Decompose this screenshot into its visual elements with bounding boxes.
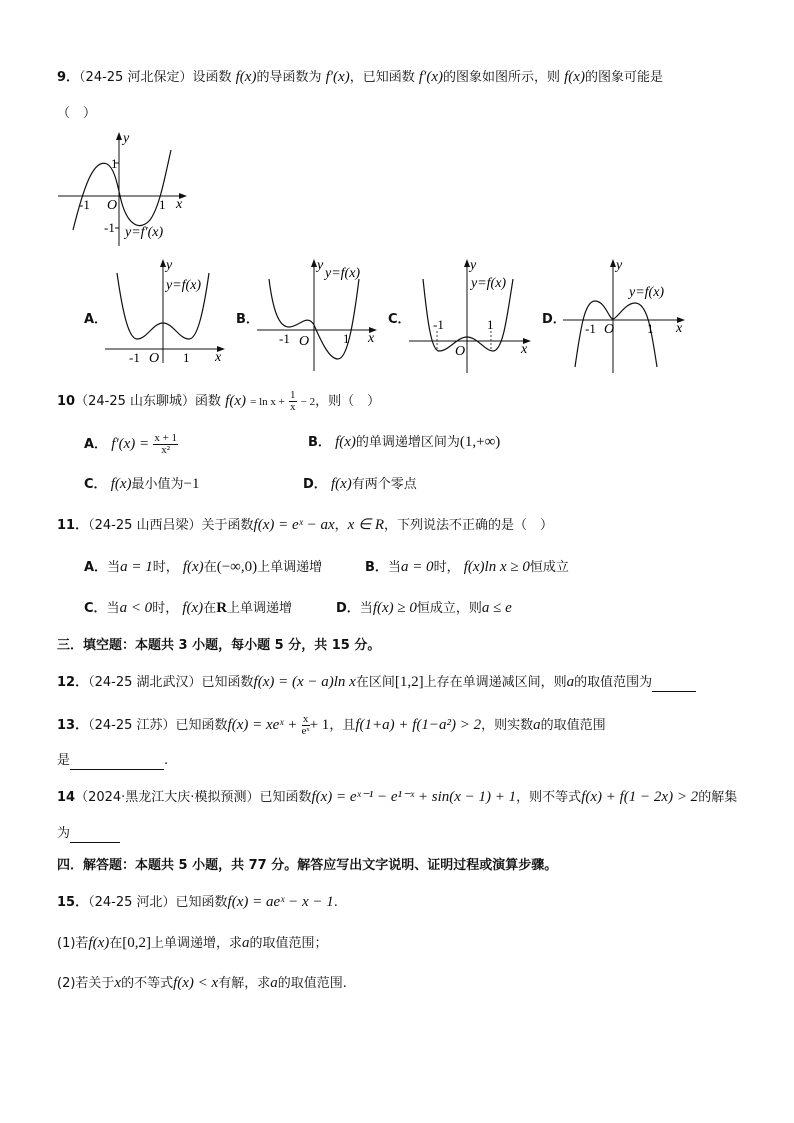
- svg-text:-1: -1: [129, 350, 140, 365]
- q13-source: （24-25 江苏）: [88, 718, 176, 733]
- q12-number: 12．: [57, 675, 89, 690]
- q11-stem: 11．（24-25 山西吕梁）关于函数f(x) = eˣ − ax，x ∈ R，下列说法不正确的是（ ）: [57, 517, 554, 533]
- q12-answer-blank[interactable]: [652, 677, 696, 692]
- q9-option-b-graph[interactable]: [255, 255, 380, 377]
- q9-main-y-label: y: [123, 131, 130, 146]
- q9-source: （24-25 河北保定）: [79, 70, 193, 85]
- svg-text:-1: -1: [279, 331, 290, 346]
- q10-option-b[interactable]: B． f(x)的单调递增区间为(1,+∞): [308, 434, 501, 450]
- q13-number: 13．: [57, 718, 89, 733]
- svg-text:-1: -1: [585, 321, 596, 336]
- q11-number: 11．: [57, 518, 89, 533]
- q15-part-1: (1)若f(x)在[0,2]上单调递增，求a的取值范围；: [57, 935, 328, 951]
- svg-text:x: x: [676, 321, 683, 336]
- q9-option-a-key[interactable]: A．: [84, 312, 108, 327]
- q12-source: （24-25 湖北武汉）: [88, 675, 202, 690]
- section-4-heading: 四．解答题：本题共 5 小题，共 77 分。解答应写出文字说明、证明过程或演算步骤。: [57, 858, 558, 873]
- q14-stem: 14（2024·黑龙江大庆·模拟预测）已知函数f(x) = eˣ⁻¹ − e¹⁻ˣ + sin(x − 1) + 1，则不等式f(x) + f(1 − 2x) > 2的解集: [57, 789, 738, 805]
- q10-number: 10: [57, 394, 76, 409]
- svg-text:x: x: [368, 331, 375, 346]
- q9-main-x-label: x: [176, 197, 183, 212]
- q13-answer-blank[interactable]: [70, 755, 164, 770]
- q15-source: （24-25 河北）: [88, 895, 176, 910]
- q13-stem: 13．（24-25 江苏）已知函数f(x) = xeˣ + $\frac{x}{\text{eˣ}}$ + 1，且f(1+a) + f(1−a²) > 2，则实数a的取值范围: [57, 713, 606, 737]
- q9-option-a-curve-label: y=f(x): [166, 278, 202, 293]
- q12-stem: 12．（24-25 湖北武汉）已知函数f(x) = (x − a)ln x在区间[1,2]上存在单调递减区间，则a的取值范围为: [57, 673, 696, 692]
- q15-stem: 15．（24-25 河北）已知函数f(x) = aeˣ − x − 1.: [57, 894, 338, 910]
- q14-answer-blank[interactable]: [70, 828, 120, 843]
- q14-line2: 为: [57, 825, 120, 843]
- q11-source: （24-25 山西吕梁）: [88, 518, 202, 533]
- q9-number: 9．: [57, 70, 80, 85]
- q15-part-2: (2)若关于x的不等式f(x) < x有解，求a的取值范围.: [57, 975, 347, 991]
- q9-main-tick-neg1: -1: [79, 197, 90, 212]
- svg-text:1: 1: [487, 317, 494, 332]
- q9-option-d-curve-label: y=f(x): [629, 285, 665, 300]
- q11-option-b[interactable]: B．当a = 0时， f(x)ln x ≥ 0恒成立: [365, 559, 569, 575]
- q9-option-b-key[interactable]: B．: [236, 312, 259, 327]
- svg-text:1: 1: [183, 350, 190, 365]
- svg-text:y: y: [616, 258, 623, 273]
- svg-text:x: x: [521, 342, 528, 357]
- q9-option-c-key[interactable]: C．: [388, 312, 411, 327]
- q9-main-tick-1: 1: [159, 197, 166, 212]
- section-3-heading: 三．填空题：本题共 3 小题，每小题 5 分，共 15 分。: [57, 638, 381, 653]
- svg-text:1: 1: [343, 331, 350, 346]
- svg-text:x: x: [215, 350, 222, 365]
- q10-source: （24-25 山东聊城）: [75, 394, 196, 409]
- svg-text:-1: -1: [433, 317, 444, 332]
- q9-answer-paren: （ ）: [57, 106, 97, 121]
- q14-number: 14: [57, 790, 76, 805]
- q11-option-c[interactable]: C．当a < 0时， f(x)在R上单调递增: [84, 600, 293, 616]
- svg-text:y: y: [317, 258, 324, 273]
- q9-main-origin: O: [107, 198, 118, 213]
- q14-source: （2024·黑龙江大庆·模拟预测）: [75, 790, 260, 805]
- q9-option-d-key[interactable]: D．: [542, 312, 566, 327]
- q10-option-a[interactable]: A． f′(x) = $\frac{x + 1}{\text{x²}}$: [84, 432, 178, 456]
- q11-option-a[interactable]: A．当a = 1时， f(x)在(−∞,0)上单调递增: [84, 559, 323, 575]
- q9-main-ytick-neg1: -1: [104, 220, 115, 235]
- q9-main-ytick-1: 1: [111, 156, 118, 171]
- q9-option-d-graph[interactable]: [561, 255, 691, 377]
- q9-option-b-curve-label: y=f(x): [325, 266, 361, 281]
- svg-text:y: y: [166, 258, 173, 273]
- svg-text:O: O: [604, 322, 615, 337]
- q13-line2: 是 .: [57, 753, 169, 768]
- q9-stem: 9．（24-25 河北保定）设函数 f(x)的导函数为 f′(x)，已知函数 f′(x)的图象如图所示，则 f(x)的图象可能是: [57, 69, 663, 85]
- q10-stem: 10（24-25 山东聊城）函数 f(x) = ln x + $\frac{1}{x}$ − 2，则（ ）: [57, 389, 381, 413]
- q11-option-d[interactable]: D．当f(x) ≥ 0恒成立，则a ≤ e: [336, 600, 512, 616]
- q10-option-d[interactable]: D． f(x)有两个零点: [303, 476, 417, 492]
- svg-text:O: O: [299, 334, 310, 349]
- svg-text:1: 1: [647, 321, 654, 336]
- q9-option-c-curve-label: y=f(x): [471, 276, 507, 291]
- q9-derivative-graph: [55, 128, 195, 252]
- svg-text:O: O: [455, 344, 466, 359]
- q9-main-curve-label: y=f′(x): [125, 225, 164, 240]
- q10-option-c[interactable]: C． f(x)最小值为−1: [84, 476, 200, 492]
- svg-text:O: O: [149, 351, 160, 366]
- q9-option-c-graph[interactable]: [407, 255, 535, 377]
- svg-text:y: y: [470, 258, 477, 273]
- q9-option-a-graph[interactable]: [103, 255, 228, 371]
- q15-number: 15．: [57, 895, 89, 910]
